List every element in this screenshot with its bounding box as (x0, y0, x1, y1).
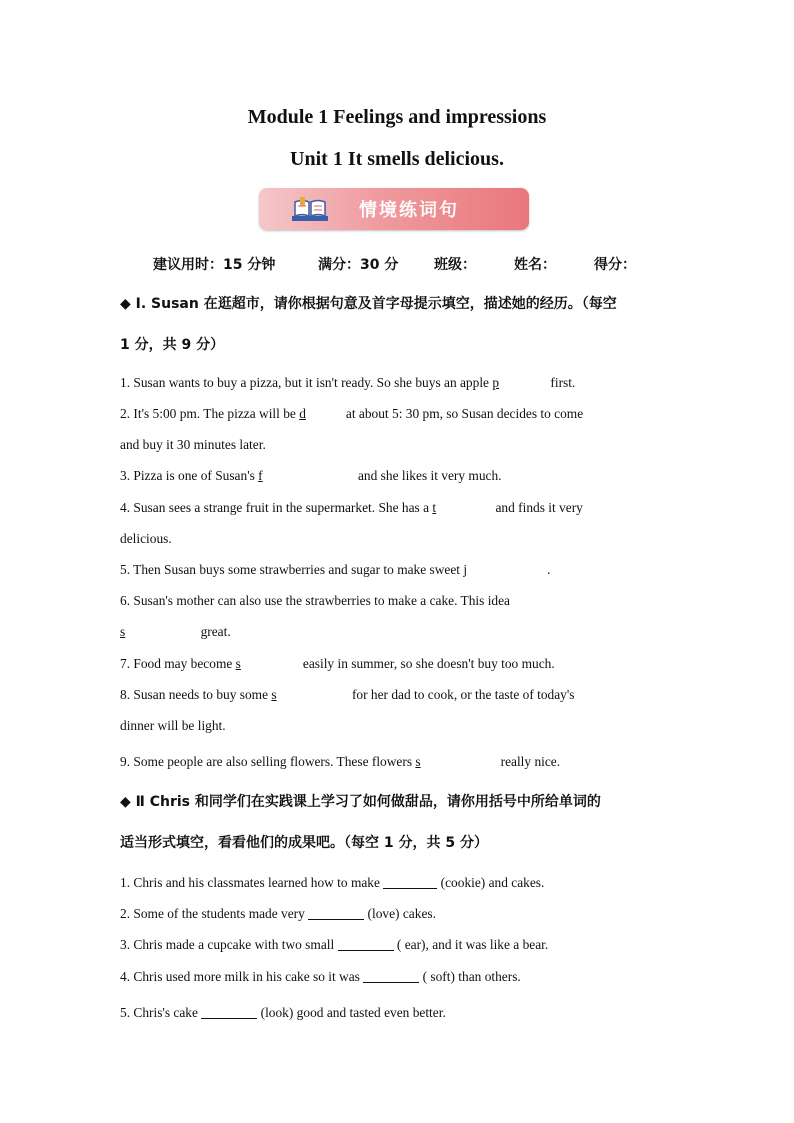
answer-blank[interactable] (338, 936, 394, 951)
question-line: 4. Chris used more milk in his cake so it was ( soft) than others. (120, 969, 521, 984)
answer-blank[interactable]: t (432, 500, 437, 515)
question-line: 5. Chris's cake (look) good and tasted even better. (120, 1005, 446, 1020)
answer-blank[interactable]: d (299, 406, 306, 421)
section-2-heading: ◆ Ⅱ Chris 和同学们在实践课上学习了如何做甜品，请你用括号中所给单词的 适当形式填空，看看他们的成果吧。（每空 1 分，共 5 分） (120, 794, 601, 851)
question-line: 4. Susan sees a strange fruit in the supermarket. She has a t and finds it very (120, 500, 583, 515)
module-title: Module 1 Feelings and impressions (247, 106, 547, 128)
question-line: 6. Susan's mother can also use the strawberries to make a cake. This idea (120, 593, 511, 608)
suggested-time: 建议用时：15 分钟 (153, 257, 276, 273)
question-line: 1. Susan wants to buy a pizza, but it isn't ready. So she buys an apple p first. (120, 375, 576, 390)
answer-blank[interactable] (363, 968, 419, 983)
question-line: 7. Food may become s easily in summer, so she doesn't buy too much. (120, 656, 555, 671)
question-line: s great. (120, 624, 231, 639)
question-line: and buy it 30 minutes later. (120, 437, 266, 452)
answer-blank[interactable]: s (415, 754, 421, 769)
question-line: dinner will be light. (120, 718, 226, 733)
question-line: 2. It's 5:00 pm. The pizza will be d at about 5: 30 pm, so Susan decides to come (120, 406, 584, 421)
name-label: 姓名： (514, 257, 556, 273)
answer-blank[interactable]: s (120, 624, 126, 639)
answer-blank[interactable]: f (258, 468, 263, 483)
answer-blank[interactable] (201, 1004, 257, 1019)
book-icon (291, 196, 329, 222)
class-label: 班级： (434, 257, 476, 273)
question-line: 3. Pizza is one of Susan's f and she likes it very much. (120, 468, 502, 483)
question-line: 9. Some people are also selling flowers. These flowers s really nice. (120, 754, 561, 769)
question-line: 1. Chris and his classmates learned how to make (cookie) and cakes. (120, 875, 545, 890)
question-line: delicious. (120, 531, 172, 546)
section-banner (259, 188, 529, 230)
full-score: 满分：30 分 (318, 257, 399, 273)
question-line: 3. Chris made a cupcake with two small ( ear), and it was like a bear. (120, 937, 549, 952)
score-label: 得分： (594, 257, 636, 273)
answer-blank[interactable]: j (463, 562, 468, 577)
question-line: 5. Then Susan buys some strawberries and sugar to make sweet j . (120, 562, 551, 577)
answer-blank[interactable]: s (235, 656, 241, 671)
question-line: 8. Susan needs to buy some s for her dad to cook, or the taste of today's (120, 687, 575, 702)
answer-blank[interactable]: p (492, 375, 500, 390)
answer-blank[interactable] (383, 874, 437, 889)
answer-blank[interactable] (308, 905, 364, 920)
banner-text: 情境练词句 (359, 200, 459, 221)
question-line: 2. Some of the students made very (love) cakes. (120, 906, 436, 921)
answer-blank[interactable]: s (271, 687, 277, 702)
unit-title: Unit 1 It smells delicious. (290, 148, 504, 170)
section-1-heading: ◆ I. Susan 在逛超市，请你根据句意及首字母提示填空，描述她的经历。（每空 1 分，共 9 分） (120, 296, 617, 353)
